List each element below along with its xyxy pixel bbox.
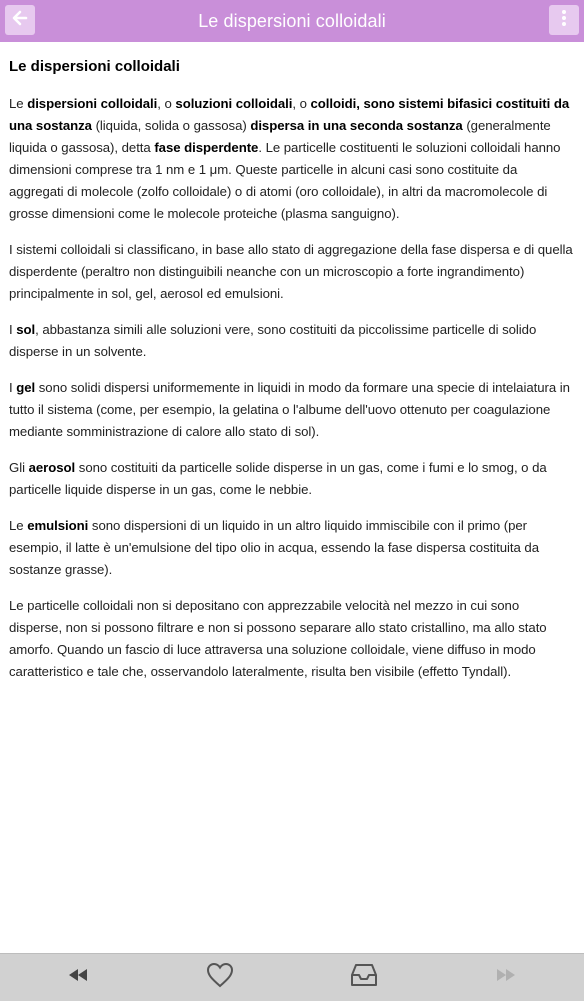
menu-button[interactable] bbox=[549, 5, 579, 35]
heart-icon bbox=[206, 962, 234, 993]
next-button[interactable] bbox=[488, 960, 524, 994]
text-run: I bbox=[9, 380, 17, 395]
article-paragraph bbox=[9, 595, 574, 683]
bold-term: aerosol bbox=[28, 460, 76, 475]
article-paragraph bbox=[9, 93, 574, 225]
text-run: Le particelle colloidali non si depositano con apprezzabile velocità nel mezzo in cui sono disperse, non si possono filtrare e non si possono separare allo stato cristallino, ma allo stato amorfo. Quando un fascio di luce attraversa una soluzione colloidale, viene diffuso in modo caratteristico e tale che, osservandolo lateralmente, risulta ben visibile (effetto Tyndall). bbox=[9, 598, 547, 679]
bold-term: dispersa in una seconda sostanza bbox=[250, 118, 463, 133]
previous-button[interactable] bbox=[60, 960, 96, 994]
bold-term: fase disperdente bbox=[154, 140, 259, 155]
bold-term: dispersioni colloidali bbox=[27, 96, 158, 111]
page-title: Le dispersioni colloidali bbox=[198, 10, 386, 31]
archive-button[interactable] bbox=[346, 960, 382, 994]
article-paragraph bbox=[9, 457, 574, 501]
article-paragraph bbox=[9, 319, 574, 363]
text-run: sono dispersioni di un liquido in un altro liquido immiscibile con il primo (per esempio, il latte è un'emulsione del tipo olio in acqua, essendo la fase dispersa costituita da sostanze grasse). bbox=[9, 518, 539, 577]
article-paragraph bbox=[9, 377, 574, 443]
text-run: Le bbox=[9, 96, 28, 111]
more-vertical-icon bbox=[561, 9, 567, 32]
app-header bbox=[0, 0, 584, 42]
text-run: (generalmente liquida o gassosa), detta bbox=[9, 118, 551, 155]
text-run: I sistemi colloidali si classificano, in base allo stato di aggregazione della fase dispersa e di quella disperdente (peraltro non distinguibili neanche con un microscopio a forte ingrandimento) principalmente in sol, gel, aerosol ed emulsioni. bbox=[9, 242, 573, 301]
text-run: (liquida, solida o gassosa) bbox=[91, 118, 251, 133]
inbox-icon bbox=[350, 963, 378, 992]
bold-term: soluzioni colloidali bbox=[175, 96, 293, 111]
arrow-left-icon bbox=[11, 9, 29, 32]
bold-term: emulsioni bbox=[27, 518, 89, 533]
text-run: , o bbox=[157, 96, 176, 111]
article-paragraph bbox=[9, 515, 574, 581]
article-title: Le dispersioni colloidali bbox=[9, 58, 180, 75]
back-button[interactable] bbox=[5, 5, 35, 35]
bold-term: sol bbox=[16, 322, 36, 337]
favorite-button[interactable] bbox=[202, 960, 238, 994]
text-run: Gli bbox=[9, 460, 29, 475]
article-body bbox=[9, 93, 574, 683]
bottom-toolbar bbox=[0, 953, 584, 1001]
text-run: sono costituiti da particelle solide disperse in un gas, come i fumi e lo smog, o da particelle liquide disperse in un gas, come le nebbie. bbox=[9, 460, 547, 497]
text-run: , o bbox=[292, 96, 311, 111]
bold-term: gel bbox=[16, 380, 36, 395]
text-run: Le bbox=[9, 518, 28, 533]
text-run: , abbastanza simili alle soluzioni vere, sono costituiti da piccolissime particelle di solido disperse in un solvente. bbox=[9, 322, 537, 359]
text-run: sono solidi dispersi uniformemente in liquidi in modo da formare una specie di intelaiatura in tutto il sistema (come, per esempio, la gelatina o l'albume dell'uovo ottenuto per coagulazione mediante somministrazione di calore allo stato di sol). bbox=[9, 380, 570, 439]
bold-term: colloidi, sono sistemi bifasici costituiti da una sostanza bbox=[9, 96, 570, 133]
article-content[interactable] bbox=[0, 42, 584, 953]
fast-forward-icon bbox=[495, 968, 517, 987]
text-run: . Le particelle costituenti le soluzioni colloidali hanno dimensioni comprese tra 1 nm e 1 μm. Queste particelle in alcuni casi sono costituite da aggregati di molecole (zolfo colloidale) o di atomi (oro colloidale), in altri da macromolecole di grosse dimensioni come le molecole proteiche (plasma sanguigno). bbox=[9, 140, 561, 221]
article-paragraph bbox=[9, 239, 574, 305]
text-run: I bbox=[9, 322, 17, 337]
rewind-icon bbox=[67, 968, 89, 987]
